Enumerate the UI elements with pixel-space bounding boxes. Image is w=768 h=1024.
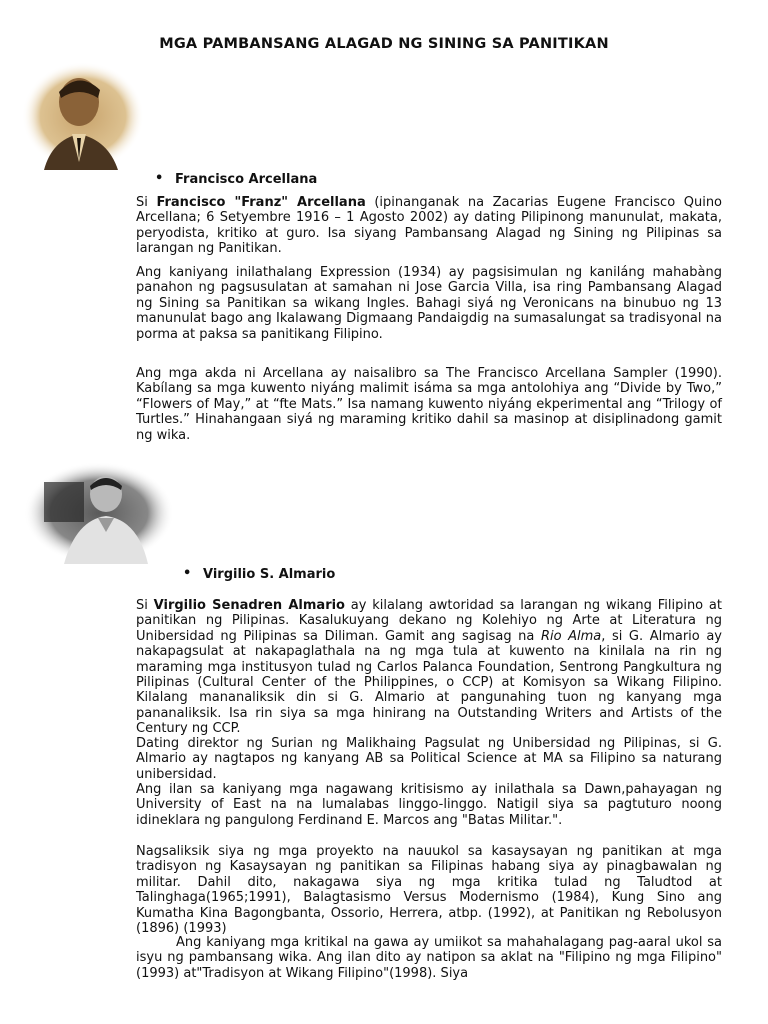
bullet-virgilio-almario bbox=[183, 566, 336, 582]
portrait-francisco-arcellana bbox=[22, 62, 144, 170]
portrait-virgilio-almario bbox=[24, 462, 174, 564]
paragraph-arcellana-2: Ang kaniyang inilathalang Expression (1934) ay pagsisimulan ng kaniláng mahabàng panahon ng pagsusulatan at samahan ni Jose Garcia Villa, isa ring Pambansang Alagad ng Sining sa Panitikan sa wikang Ingles. Bahagi siyá ng Veronicans na binubuo ng 13 manunulat bago ang Ikalawang Digmaang Pandaigdig na sumasalungat sa tradisyonal na porma at paksa sa panitikang Filipino. bbox=[136, 265, 722, 342]
bullet-dot: • bbox=[183, 566, 192, 581]
paragraph-arcellana-3: Ang mga akda ni Arcellana ay naisalibro sa The Francisco Arcellana Sampler (1990). Kabílang sa mga kuwento niyáng malimit isáma sa mga antolohiya ang “Divide by Two,” “Flowers of May,” at “fte Mats.” Isa namang kuwento niyáng ekperimental ang “Trilogy of Turtles.” Hinahangaan siyá ng maraming kritiko dahil sa masinop at disiplinadong gamit ng wika. bbox=[136, 366, 722, 443]
name-bold-almario: Virgilio Senadren Almario bbox=[153, 598, 345, 613]
paragraph-almario-1: Si Virgilio Senadren Almario ay kilalang awtoridad sa larangan ng wikang Filipino at panitikan ng Pilipinas. Kasalukuyang dekano ng Kolehiyo ng Arte at Literatura ng Unibersidad ng Pilipinas sa Diliman. Gamit ang sagisag na Rio Alma, si G. Almario ay nakapagsulat at nakapaglathala na ng mga tula at kuwento na kinilala na rin ng maraming mga institusyon tulad ng Carlos Palanca Foundation, Sentrong Pangkultura ng Pilipinas (Cultural Center of the Philippines, o CCP) at Komisyon sa Wikang Filipino. Kilalang mananaliksik din si G. Almario at pangunahing tuon ng kanyang mga pananaliksik. Isa rin siya sa mga hinirang na Outstanding Writers and Artists of the Century ng CCP. bbox=[136, 598, 722, 737]
heading-virgilio-almario: Virgilio S. Almario bbox=[203, 567, 336, 582]
name-bold-arcellana: Francisco "Franz" Arcellana bbox=[156, 195, 366, 210]
pen-name-rio-alma: Rio Alma bbox=[540, 628, 602, 644]
page-title: MGA PAMBANSANG ALAGAD NG SINING SA PANITIKAN bbox=[159, 36, 609, 52]
bullet-francisco-arcellana bbox=[155, 171, 318, 187]
paragraph-almario-4: Nagsaliksik siya ng mga proyekto na nauukol sa kasaysayan ng panitikan at mga tradisyon ng Kasaysayan ng panitikan sa Filipinas habang siya ay pinagbawalan ng militar. Dahil dito, nakagawa siya ng mga kritika tulad ng Taludtod at Talinghaga(1965;1991), Balagtasismo Versus Modernismo (1984), Kung Sino ang Kumatha Kina Bagongbanta, Ossorio, Herrera, atbp. (1992), at Panitikan ng Rebolusyon (1896) (1993) bbox=[136, 844, 722, 937]
heading-francisco-arcellana: Francisco Arcellana bbox=[175, 172, 318, 187]
paragraph-arcellana-1: Si Francisco "Franz" Arcellana (ipinanganak na Zacarias Eugene Francisco Quino Arcellana; 6 Setyembre 1916 – 1 Agosto 2002) ay dating Pilipinong manunulat, makata, peryodista, kritiko at guro. Isa siyang Pambansang Alagad ng Sining ng Pilipinas sa larangan ng Panitikan. bbox=[136, 195, 723, 257]
paragraph-almario-5: Ang kaniyang mga kritikal na gawa ay umiikot sa mahahalagang pag-aaral ukol sa isyu ng pambansang wika. Ang ilan dito ay natipon sa aklat na "Filipino ng mga Filipino"(1993) at"Tradisyon at Wikang Filipino"(1998). Siya bbox=[136, 935, 722, 981]
bullet-dot: • bbox=[155, 171, 164, 186]
paragraph-almario-2: Dating direktor ng Surian ng Malikhaing Pagsulat ng Unibersidad ng Pilipinas, si G. Almario ay nagtapos ng kanyang AB sa Political Science at MA sa Filipino sa naturang unibersidad. bbox=[136, 736, 722, 782]
paragraph-almario-3: Ang ilan sa kaniyang mga nagawang kritisismo ay inilathala sa Dawn,pahayagan ng University of East na na lumalabas linggo-linggo. Natigil siya sa pagtuturo noong idineklara ng pangulong Ferdinand E. Marcos ang "Batas Militar.". bbox=[136, 782, 722, 828]
